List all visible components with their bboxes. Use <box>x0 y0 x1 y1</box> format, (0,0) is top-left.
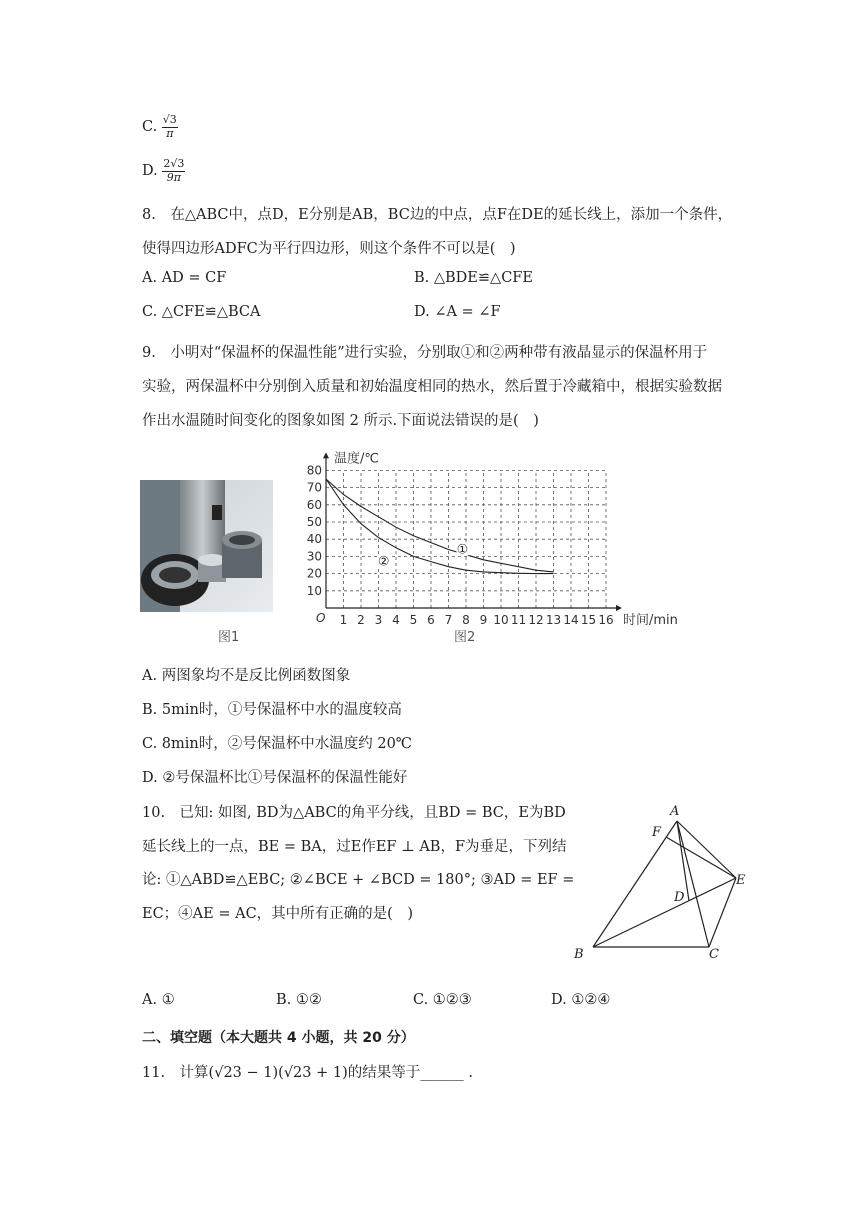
q10-option-b: B. ①② <box>276 992 322 1008</box>
segment-fe <box>666 837 736 878</box>
series-line-1 <box>326 479 554 572</box>
y-tick-label: 40 <box>306 532 322 547</box>
origin-label: O <box>316 611 326 625</box>
fraction-numerator: √3 <box>162 113 177 126</box>
q8-stem-line2: 使得四边形ADFC为平行四边形，则这个条件不可以是( ) <box>142 241 516 257</box>
q10-stem-line3: 论: ①△ABD≌△EBC; ②∠BCE + ∠BCD = 180°; ③AD = EF = <box>142 872 575 888</box>
point-label-c: C <box>709 947 719 962</box>
q8-option-d: D. ∠A = ∠F <box>414 304 501 320</box>
x-tick-label: 10 <box>493 613 509 626</box>
fraction-denominator: π <box>166 126 174 140</box>
series-label-2: ② <box>377 554 390 570</box>
figure2-caption: 图2 <box>454 630 476 645</box>
q7-option-c <box>142 114 178 140</box>
point-label-e: E <box>736 873 746 888</box>
q9-option-d: D. ②号保温杯比①号保温杯的保温性能好 <box>142 770 408 786</box>
point-label-b: B <box>574 947 584 962</box>
figure1-caption: 图1 <box>218 630 240 645</box>
x-tick-label: 9 <box>479 613 488 626</box>
option-label: C. <box>142 119 158 136</box>
y-tick-label: 60 <box>306 497 322 512</box>
q8-option-a: A. AD = CF <box>142 270 227 286</box>
segment-ab <box>593 821 677 947</box>
point-label-d: D <box>674 890 685 905</box>
q10-stem-line2: 延长线上的一点，BE = BA，过E作EF ⊥ AB，F为垂足，下列结 <box>142 839 567 855</box>
q9-option-c: C. 8min时，②号保温杯中水温度约 20℃ <box>142 736 413 752</box>
fraction-denominator: 9π <box>166 170 181 184</box>
q8-option-c: C. △CFE≌△BCA <box>142 304 261 320</box>
section-heading: 二、填空题（本大题共 4 小题，共 20 分） <box>142 1030 415 1046</box>
x-axis-arrow <box>616 605 622 611</box>
q9-stem-line2: 实验，两保温杯中分别倒入质量和初始温度相同的热水，然后置于冷藏箱中，根据实验数据 <box>142 379 722 395</box>
y-axis-label: 温度/℃ <box>334 451 379 467</box>
geometry-figure <box>566 798 756 968</box>
x-tick-label: 5 <box>409 613 418 626</box>
series-label-1: ① <box>456 542 469 558</box>
q9-stem-line3: 作出水温随时间变化的图象如图 2 所示.下面说法错误的是( ) <box>142 413 539 429</box>
x-tick-label: 16 <box>598 613 614 626</box>
segment-ae <box>677 821 736 878</box>
q7-option-d <box>142 158 185 184</box>
segment-ac <box>677 821 709 947</box>
x-tick-label: 8 <box>462 613 470 626</box>
q10-option-c: C. ①②③ <box>413 992 472 1008</box>
y-tick-label: 30 <box>306 549 322 564</box>
q10-stem-line1: 10. 已知: 如图, BD为△ABC的角平分线，且BD = BC，E为BD <box>142 805 566 821</box>
series-line-2 <box>326 479 554 574</box>
y-tick-label: 10 <box>306 583 322 598</box>
x-tick-label: 12 <box>528 613 544 626</box>
fraction <box>162 114 178 140</box>
fraction-numerator: 2√3 <box>163 157 185 170</box>
y-tick-label: 80 <box>306 463 322 478</box>
option-label: D. <box>142 163 158 180</box>
thermos-photo <box>140 480 273 612</box>
point-label-f: F <box>652 825 662 840</box>
x-tick-label: 7 <box>444 613 453 626</box>
x-tick-label: 11 <box>510 613 527 626</box>
x-tick-label: 3 <box>374 613 383 626</box>
y-tick-label: 70 <box>306 480 322 495</box>
q11-stem: 11. 计算(√23 − 1)(√23 + 1)的结果等于______ . <box>142 1065 473 1081</box>
segment-ce <box>709 878 736 947</box>
q8-option-b: B. △BDE≌△CFE <box>414 270 533 286</box>
x-tick-label: 13 <box>545 613 562 626</box>
segment-be <box>593 878 736 947</box>
q10-stem-line4: EC；④AE = AC，其中所有正确的是( ) <box>142 906 413 922</box>
q9-option-a: A. 两图象均不是反比例函数图象 <box>142 668 351 684</box>
q9-stem-line1: 9. 小明对“保温杯的保温性能”进行实验，分别取①和②两种带有液晶显示的保温杯用于 <box>142 345 708 361</box>
q9-option-b: B. 5min时，①号保温杯中水的温度较高 <box>142 702 402 718</box>
x-tick-label: 1 <box>339 613 348 626</box>
q10-option-d: D. ①②④ <box>551 992 611 1008</box>
x-tick-label: 15 <box>580 613 597 626</box>
x-tick-label: 4 <box>392 613 400 626</box>
y-tick-label: 50 <box>306 515 322 529</box>
x-tick-label: 14 <box>563 613 579 626</box>
x-axis-label: 时间/min <box>623 613 678 626</box>
fraction <box>162 158 185 184</box>
q10-option-a: A. ① <box>142 992 175 1008</box>
x-tick-label: 6 <box>427 613 435 626</box>
point-label-a: A <box>670 804 680 819</box>
y-axis-arrow <box>323 452 329 458</box>
q8-stem-line1: 8. 在△ABC中，点D，E分别是AB，BC边的中点，点F在DE的延长线上，添加一个条件， <box>142 207 733 223</box>
x-tick-label: 2 <box>357 613 365 626</box>
y-tick-label: 20 <box>306 566 322 581</box>
temperature-chart <box>296 436 686 626</box>
